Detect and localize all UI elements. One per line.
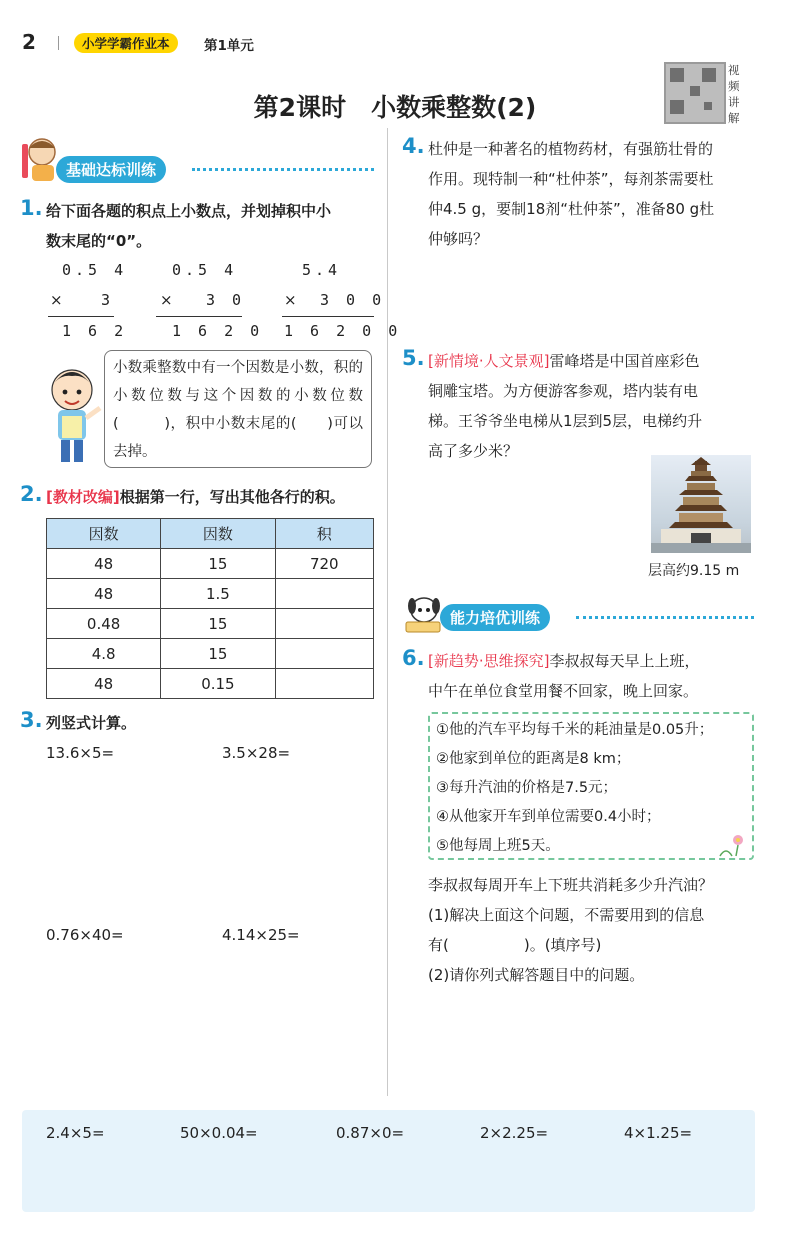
- header-separator: [58, 36, 59, 50]
- question-text: 梯。王爷爷坐电梯从1层到5层，电梯约升: [428, 412, 703, 430]
- lesson-title: 第2课时 小数乘整数(2): [253, 93, 537, 122]
- tip-bubble: 小数乘整数中有一个因数是小数，积的小数位数与这个因数的小数位数( )，积中小数末尾的( )可以去掉。: [104, 350, 372, 468]
- calc-product: 1 6 2 0 0: [284, 322, 402, 340]
- table-cell: 0.48: [47, 609, 161, 639]
- info-item: ④从他家开车到单位需要0.4小时；: [436, 809, 661, 825]
- calc-multiplicand: 5.4: [302, 261, 342, 279]
- question-number: 3.: [20, 708, 43, 732]
- table-cell: 15: [161, 639, 275, 669]
- table-cell: 1.5: [161, 579, 275, 609]
- calc-underline: [48, 316, 114, 317]
- table-row: [47, 639, 374, 669]
- sub-question: (2)请你列式解答题目中的问题。: [428, 966, 645, 984]
- question-text: 仲4.5 g，要制18剂“杜仲茶”，准备80 g杜: [428, 200, 715, 218]
- oral-calc-item: 2.4×5=: [46, 1124, 105, 1142]
- sub-question: 有( )。(填序号): [428, 936, 602, 954]
- calc-item: 0.76×40=: [46, 926, 124, 944]
- qr-code-icon[interactable]: [664, 62, 726, 124]
- question-tag: [新趋势·思维探究]: [428, 652, 550, 670]
- question-tag: [新情境·人文景观]: [428, 352, 550, 370]
- info-item: ⑤他每周上班5天。: [436, 838, 560, 854]
- question-text: 杜仲是一种著名的植物药材，有强筋壮骨的: [428, 140, 714, 158]
- table-cell: 0.15: [161, 669, 275, 699]
- oral-calc-item: 50×0.04=: [180, 1124, 258, 1142]
- page-number: 2: [22, 30, 36, 54]
- answer-cell[interactable]: [275, 669, 373, 699]
- question-text: 铜雕宝塔。为方便游客参观，塔内装有电: [428, 382, 699, 400]
- image-caption: 层高约9.15 m: [648, 563, 740, 579]
- column-divider: [387, 128, 388, 1096]
- table-row: [47, 669, 374, 699]
- question-text: [428, 346, 700, 376]
- calc-item: 13.6×5=: [46, 744, 115, 762]
- question-text: [46, 482, 345, 512]
- book-badge: 小学学霸作业本: [74, 33, 178, 53]
- leifeng-pagoda-image: [651, 455, 751, 553]
- dog-mascot-icon: [400, 594, 444, 638]
- question-text: 李叔叔每周开车上下班共消耗多少升汽油？: [428, 876, 714, 894]
- info-item: ③每升汽油的价格是7.5元；: [436, 780, 618, 796]
- sub-question: (1)解决上面这个问题，不需要用到的信息: [428, 906, 705, 924]
- table-header-cell: 因数: [161, 519, 275, 549]
- calc-multiplicand: 0.5 4: [172, 261, 238, 279]
- calc-product: 1 6 2 0: [172, 322, 264, 340]
- question-number: 1.: [20, 196, 43, 220]
- question-text: 仲够吗？: [428, 230, 489, 248]
- answer-cell[interactable]: [275, 579, 373, 609]
- question-text: [428, 646, 700, 676]
- flower-decoration-icon: [716, 832, 750, 858]
- question-body: 李叔叔每天早上上班，: [549, 652, 700, 670]
- calc-underline: [156, 316, 242, 317]
- question-number: 2.: [20, 482, 43, 506]
- table-cell: 15: [161, 549, 275, 579]
- product-table: [46, 518, 374, 699]
- boy-character-icon: [44, 364, 104, 468]
- question-number: 4.: [402, 134, 425, 158]
- table-cell: 48: [47, 669, 161, 699]
- calc-item: 3.5×28=: [222, 744, 291, 762]
- answer-cell[interactable]: [275, 609, 373, 639]
- calc-mul-sign: ×: [160, 291, 173, 309]
- question-number: 5.: [402, 346, 425, 370]
- unit-label: 第1单元: [204, 38, 254, 54]
- question-number: 6.: [402, 646, 425, 670]
- calc-mul-sign: ×: [50, 291, 63, 309]
- question-text: 给下面各题的积点上小数点，并划掉积中小: [46, 202, 332, 220]
- question-text: 作用。现特制一种“杜仲茶”，每剂茶需要杜: [428, 170, 714, 188]
- question-body: 雷峰塔是中国首座彩色: [549, 352, 700, 370]
- calc-mul-sign: ×: [284, 291, 297, 309]
- table-header-cell: 积: [275, 519, 373, 549]
- video-explain-label: 视频讲解: [728, 63, 740, 125]
- table-row: [47, 579, 374, 609]
- oral-calc-item: 0.87×0=: [336, 1124, 405, 1142]
- calc-multiplier: 3: [101, 291, 115, 309]
- section-advanced-training: 能力培优训练: [440, 604, 550, 631]
- section-dotted-line: [576, 616, 754, 619]
- table-cell: 720: [275, 549, 373, 579]
- question-text: 列竖式计算。: [46, 714, 137, 732]
- table-header-cell: 因数: [47, 519, 161, 549]
- section-basic-training: 基础达标训练: [56, 156, 166, 183]
- oral-calc-item: 4×1.25=: [624, 1124, 693, 1142]
- question-body: 根据第一行，写出其他各行的积。: [119, 488, 345, 506]
- table-cell: 48: [47, 579, 161, 609]
- table-header-row: [47, 519, 374, 549]
- student-mascot-icon: [16, 134, 62, 184]
- info-item: ②他家到单位的距离是8 km；: [436, 751, 631, 767]
- calc-product: 1 6 2: [62, 322, 128, 340]
- question-text: 数末尾的“0”。: [46, 232, 152, 250]
- section-dotted-line: [192, 168, 374, 171]
- info-item: ①他的汽车平均每千米的耗油量是0.05升；: [436, 722, 714, 738]
- table-cell: 4.8: [47, 639, 161, 669]
- question-text: 高了多少米？: [428, 442, 519, 460]
- answer-cell[interactable]: [275, 639, 373, 669]
- question-text: 中午在单位食堂用餐不回家，晚上回家。: [428, 682, 699, 700]
- info-box: [428, 712, 754, 860]
- calc-underline: [282, 316, 374, 317]
- calc-multiplicand: 0.5 4: [62, 261, 128, 279]
- table-row: [47, 609, 374, 639]
- question-tag: [教材改编]: [46, 488, 120, 506]
- oral-calc-item: 2×2.25=: [480, 1124, 549, 1142]
- table-cell: 15: [161, 609, 275, 639]
- table-cell: 48: [47, 549, 161, 579]
- table-row: [47, 549, 374, 579]
- calc-multiplier: 3 0 0: [320, 291, 386, 309]
- calc-multiplier: 3 0: [206, 291, 246, 309]
- calc-item: 4.14×25=: [222, 926, 300, 944]
